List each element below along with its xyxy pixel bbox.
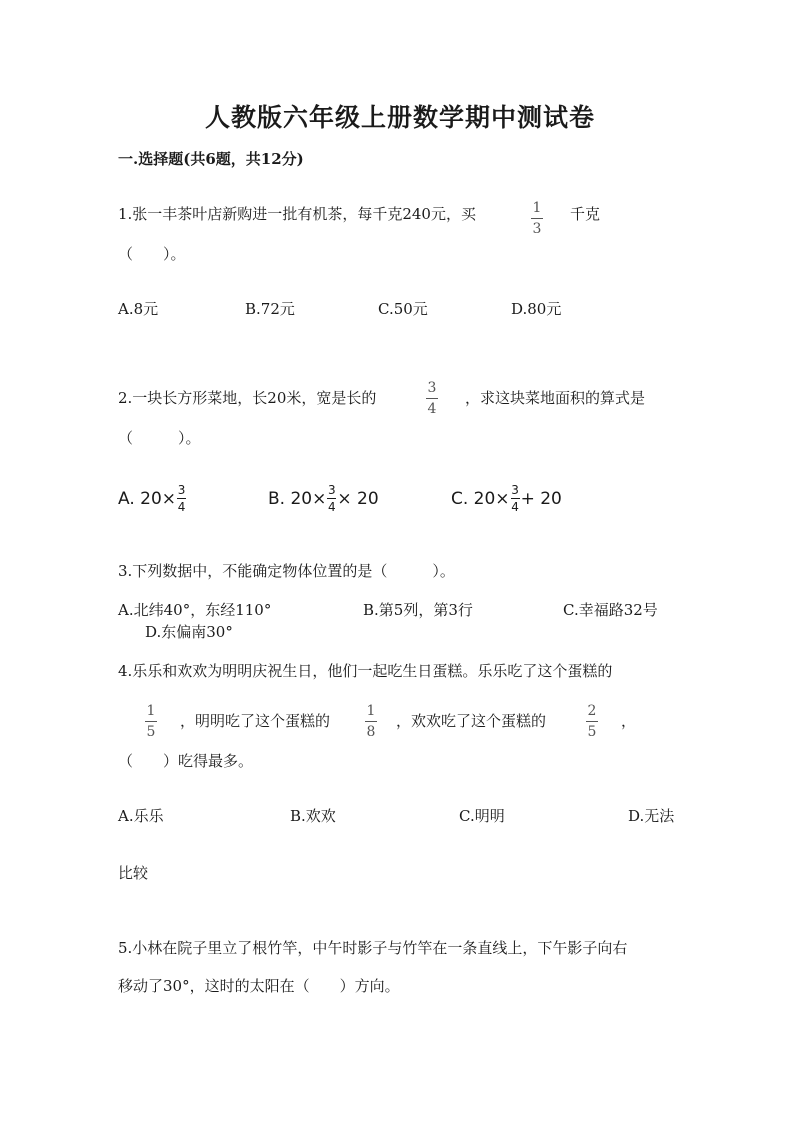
q1-option-a: A.8元 bbox=[118, 300, 159, 318]
option-fraction: 3 4 bbox=[177, 483, 186, 514]
question-4-fraction-2: 1 8 bbox=[366, 703, 376, 740]
q2-option-b: B. 20× 3 4 × 20 bbox=[268, 483, 379, 514]
page-title: 人教版六年级上册数学期中测试卷 bbox=[204, 103, 595, 132]
question-5-text: 5.小林在院子里立了根竹竿，中午时影子与竹竿在一条直线上，下午影子向右 bbox=[118, 939, 628, 957]
q4-option-d-wrap: 比较 bbox=[118, 864, 149, 882]
question-2-blank: （ ）。 bbox=[118, 429, 201, 447]
question-4-text-end: ， bbox=[621, 712, 637, 730]
question-4-fraction-3: 2 5 bbox=[587, 703, 597, 740]
question-4-text: 4.乐乐和欢欢为明明庆祝生日，他们一起吃生日蛋糕。乐乐吃了这个蛋糕的 bbox=[118, 662, 613, 680]
fraction-denominator: 3 bbox=[532, 221, 542, 237]
q4-option-c: C.明明 bbox=[459, 807, 505, 825]
question-4-text-mid1: ，明明吃了这个蛋糕的 bbox=[180, 712, 331, 730]
q3-option-c: C.幸福路32号 bbox=[563, 601, 658, 619]
q3-option-d: D.东偏南30° bbox=[145, 623, 233, 641]
q3-option-a: A.北纬40°，东经110° bbox=[118, 601, 272, 619]
question-2-text: 2.一块长方形菜地，长20米，宽是长的 bbox=[118, 389, 377, 407]
q4-option-d: D.无法 bbox=[628, 807, 675, 825]
question-4-text-mid2: ，欢欢吃了这个蛋糕的 bbox=[396, 712, 547, 730]
fraction-denominator: 4 bbox=[427, 401, 437, 417]
q2-option-c: C. 20× 3 4 + 20 bbox=[451, 483, 562, 514]
fraction-numerator: 1 bbox=[532, 200, 542, 216]
section-heading: 一.选择题(共6题，共12分) bbox=[118, 150, 304, 168]
option-fraction: 3 4 bbox=[328, 483, 336, 514]
question-1-unit: 千克 bbox=[570, 205, 601, 223]
question-2-text-end: ，求这块菜地面积的算式是 bbox=[465, 389, 646, 407]
question-1-blank: （ ）。 bbox=[118, 245, 186, 263]
fraction-numerator: 3 bbox=[427, 380, 437, 396]
question-2-fraction bbox=[426, 381, 438, 416]
question-4-fraction-1: 1 5 bbox=[146, 703, 156, 740]
question-1-fraction bbox=[531, 201, 543, 236]
question-3-text: 3.下列数据中，不能确定物体位置的是（ ）。 bbox=[118, 562, 455, 580]
q4-option-a: A.乐乐 bbox=[118, 807, 164, 825]
q3-option-b: B.第5列，第3行 bbox=[363, 601, 473, 619]
q4-option-b: B.欢欢 bbox=[290, 807, 336, 825]
question-5-text-line2: 移动了30°，这时的太阳在（ ）方向。 bbox=[118, 977, 400, 995]
q1-option-b: B.72元 bbox=[245, 300, 295, 318]
option-fraction: 3 4 bbox=[511, 483, 519, 514]
q1-option-d: D.80元 bbox=[511, 300, 562, 318]
fraction-bar bbox=[426, 398, 438, 399]
q2-option-a: A. 20× 3 4 bbox=[118, 483, 186, 514]
fraction-bar bbox=[531, 218, 543, 219]
q1-option-c: C.50元 bbox=[378, 300, 428, 318]
question-4-blank: （ ）吃得最多。 bbox=[118, 752, 254, 770]
question-1-text: 1.张一丰茶叶店新购进一批有机茶，每千克240元，买 bbox=[118, 205, 476, 223]
